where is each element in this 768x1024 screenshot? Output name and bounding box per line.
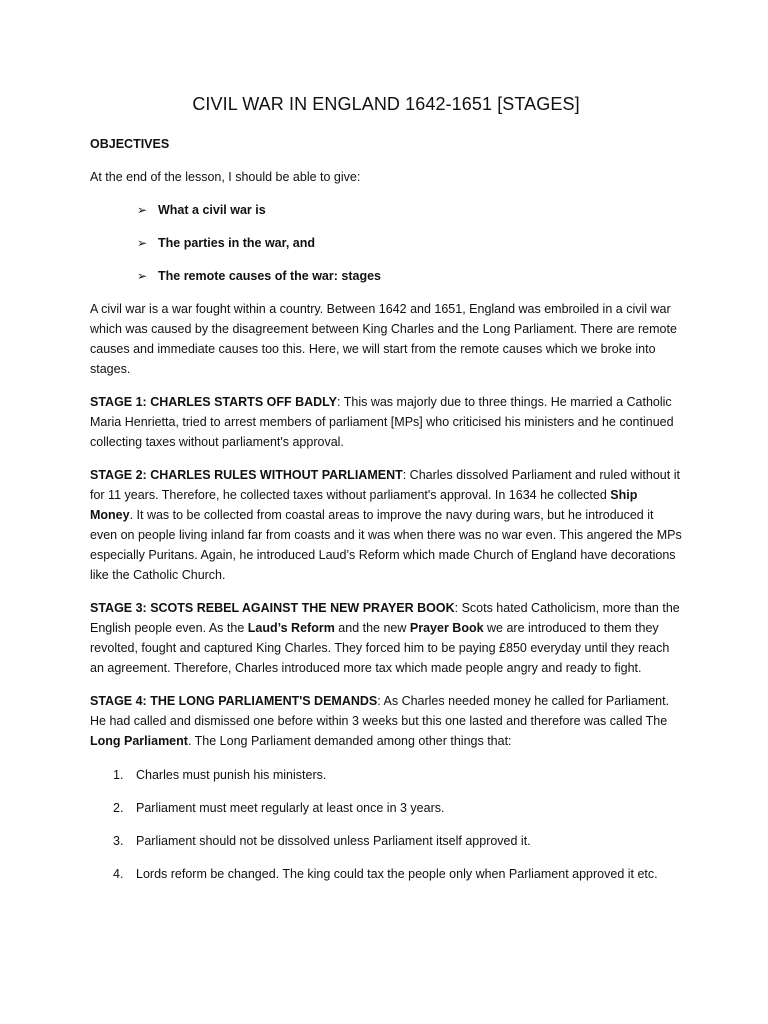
demand-number: 4. bbox=[113, 867, 124, 881]
stage-3-text-continued: and the new bbox=[334, 621, 410, 635]
stage-1-text: : This was majorly due to three things. He married a Catholic Maria Henrietta, tried to arrest members of parliament [MPs] who criticised his ministers and he continued collecting taxes without parliament's approval. bbox=[90, 395, 674, 449]
stage-4-text-continued: . The Long Parliament demanded among other things that: bbox=[187, 734, 512, 748]
demand-number: 3. bbox=[113, 834, 124, 848]
stage-4-heading: STAGE 4: THE LONG PARLIAMENT'S DEMANDS bbox=[90, 694, 378, 708]
stage-2-heading: STAGE 2: CHARLES RULES WITHOUT PARLIAMENT bbox=[90, 468, 403, 482]
page-title: CIVIL WAR IN ENGLAND 1642-1651 [STAGES] bbox=[192, 94, 580, 114]
intro-paragraph: A civil war is a war fought within a country. Between 1642 and 1651, England was embroiled in a civil war which was caused by the disagreement between King Charles and the Long Parliament. There are remote causes and immediate causes too this. Here, we will start from the remote causes which we broke into stages. bbox=[90, 302, 677, 376]
demand-item bbox=[90, 765, 682, 785]
objectives-intro: At the end of the lesson, I should be able to give: bbox=[90, 170, 361, 184]
ship-money-term: Ship Money bbox=[90, 488, 638, 522]
stage-1-paragraph bbox=[90, 392, 682, 452]
prayer-book-term: Prayer Book bbox=[409, 621, 484, 635]
objectives-heading: OBJECTIVES bbox=[90, 137, 170, 151]
stage-1-heading: STAGE 1: CHARLES STARTS OFF BADLY bbox=[90, 395, 338, 409]
objective-item bbox=[137, 200, 682, 220]
stage-2-text: : Charles dissolved Parliament and ruled without it for 11 years. Therefore, he collected taxes without parliament's approval. In 1634 he collected bbox=[90, 468, 680, 502]
arrow-bullet-icon: ➢ bbox=[137, 236, 148, 250]
objective-text: The remote causes of the war: stages bbox=[158, 269, 381, 283]
objective-item bbox=[137, 266, 682, 286]
long-parliament-term: Long Parliament bbox=[90, 734, 188, 748]
objective-text: What a civil war is bbox=[158, 203, 266, 217]
demand-text: Lords reform be changed. The king could tax the people only when Parliament approved it etc. bbox=[136, 867, 658, 881]
stage-3-text-end: we are introduced to them they revolted, fought and captured King Charles. They forced him to be paying £850 everyday until they reach an agreement. Therefore, Charles introduced more tax which made people angry and ready to fight. bbox=[90, 621, 670, 675]
demand-number: 1. bbox=[113, 768, 124, 782]
demand-item bbox=[90, 798, 682, 818]
objective-text: The parties in the war, and bbox=[158, 236, 315, 250]
demand-number: 2. bbox=[113, 801, 124, 815]
demand-text: Parliament must meet regularly at least once in 3 years. bbox=[136, 801, 445, 815]
objectives-list bbox=[90, 200, 682, 286]
stage-3-heading: STAGE 3: SCOTS REBEL AGAINST THE NEW PRAYER BOOK bbox=[90, 601, 455, 615]
lauds-reform-term: Laud’s Reform bbox=[247, 621, 335, 635]
stage-4-text: : As Charles needed money he called for Parliament. He had called and dismissed one before within 3 weeks but this one lasted and therefore was called The bbox=[90, 694, 670, 728]
objective-item bbox=[137, 233, 682, 253]
stage-2-text-continued: . It was to be collected from coastal areas to improve the navy during wars, but he introduced it even on people living inland far from coasts and it was when there was no war even. This angered the MPs especially Puritans. Again, he introduced Laud’s Reform which made Church of England have decorations like the Catholic Church. bbox=[90, 508, 682, 582]
demand-item bbox=[90, 831, 682, 851]
stage-4-paragraph bbox=[90, 691, 682, 751]
demand-text: Parliament should not be dissolved unless Parliament itself approved it. bbox=[136, 834, 531, 848]
demands-list bbox=[90, 765, 682, 884]
stage-3-text: : Scots hated Catholicism, more than the English people even. As the bbox=[90, 601, 680, 635]
demand-item bbox=[90, 864, 682, 884]
arrow-bullet-icon: ➢ bbox=[137, 269, 148, 283]
arrow-bullet-icon: ➢ bbox=[137, 203, 148, 217]
stage-3-paragraph bbox=[90, 598, 682, 678]
document-page bbox=[90, 92, 682, 897]
demand-text: Charles must punish his ministers. bbox=[136, 768, 327, 782]
stage-2-paragraph bbox=[90, 465, 682, 585]
